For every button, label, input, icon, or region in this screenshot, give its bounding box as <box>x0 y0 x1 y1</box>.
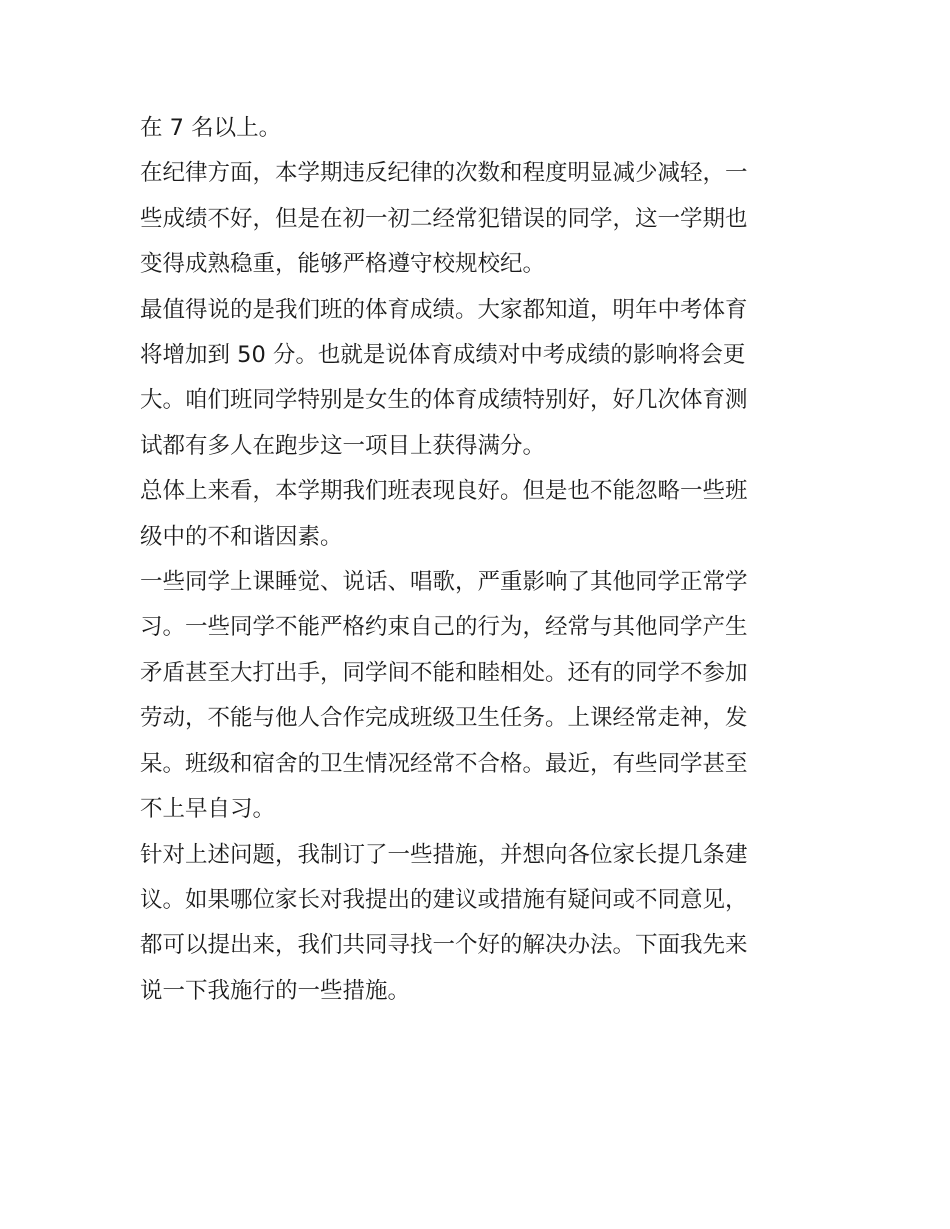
paragraph-rank: 在 7 名以上。 <box>140 115 282 141</box>
paragraph-measures: 针对上述问题，我制订了一些措施，并想向各位家长提几条建 议。如果哪位家长对我提出的建议或措施有疑问或不同意见， 都可以提出来，我们共同寻找一个好的解决办法。下面我先来 说一下我施行的一些措施。 <box>140 841 748 1004</box>
paragraph-discipline: 在纪律方面，本学期违反纪律的次数和程度明显减少减轻，一 些成绩不好，但是在初一初二经常犯错误的同学，这一学期也 变得成熟稳重，能够严格遵守校规校纪。 <box>140 160 748 278</box>
paragraph-overall: 总体上来看，本学期我们班表现良好。但是也不能忽略一些班 级中的不和谐因素。 <box>140 478 748 550</box>
document-body <box>140 106 815 1014</box>
paragraph-problems: 一些同学上课睡觉、说话、唱歌，严重影响了其他同学正常学 习。一些同学不能严格约束自己的行为，经常与其他同学产生 矛盾甚至大打出手，同学间不能和睦相处。还有的同学不参加 劳动，不能与他人合作完成班级卫生任务。上课经常走神，发 呆。班级和宿舍的卫生情况经常不合格。最近，有些同学甚至 不上早自习。 <box>140 569 748 823</box>
paragraph-sports: 最值得说的是我们班的体育成绩。大家都知道，明年中考体育 将增加到 50 分。也就是说体育成绩对中考成绩的影响将会更 大。咱们班同学特别是女生的体育成绩特别好，好几次体育测 试都有多人在跑步这一项目上获得满分。 <box>140 296 748 459</box>
